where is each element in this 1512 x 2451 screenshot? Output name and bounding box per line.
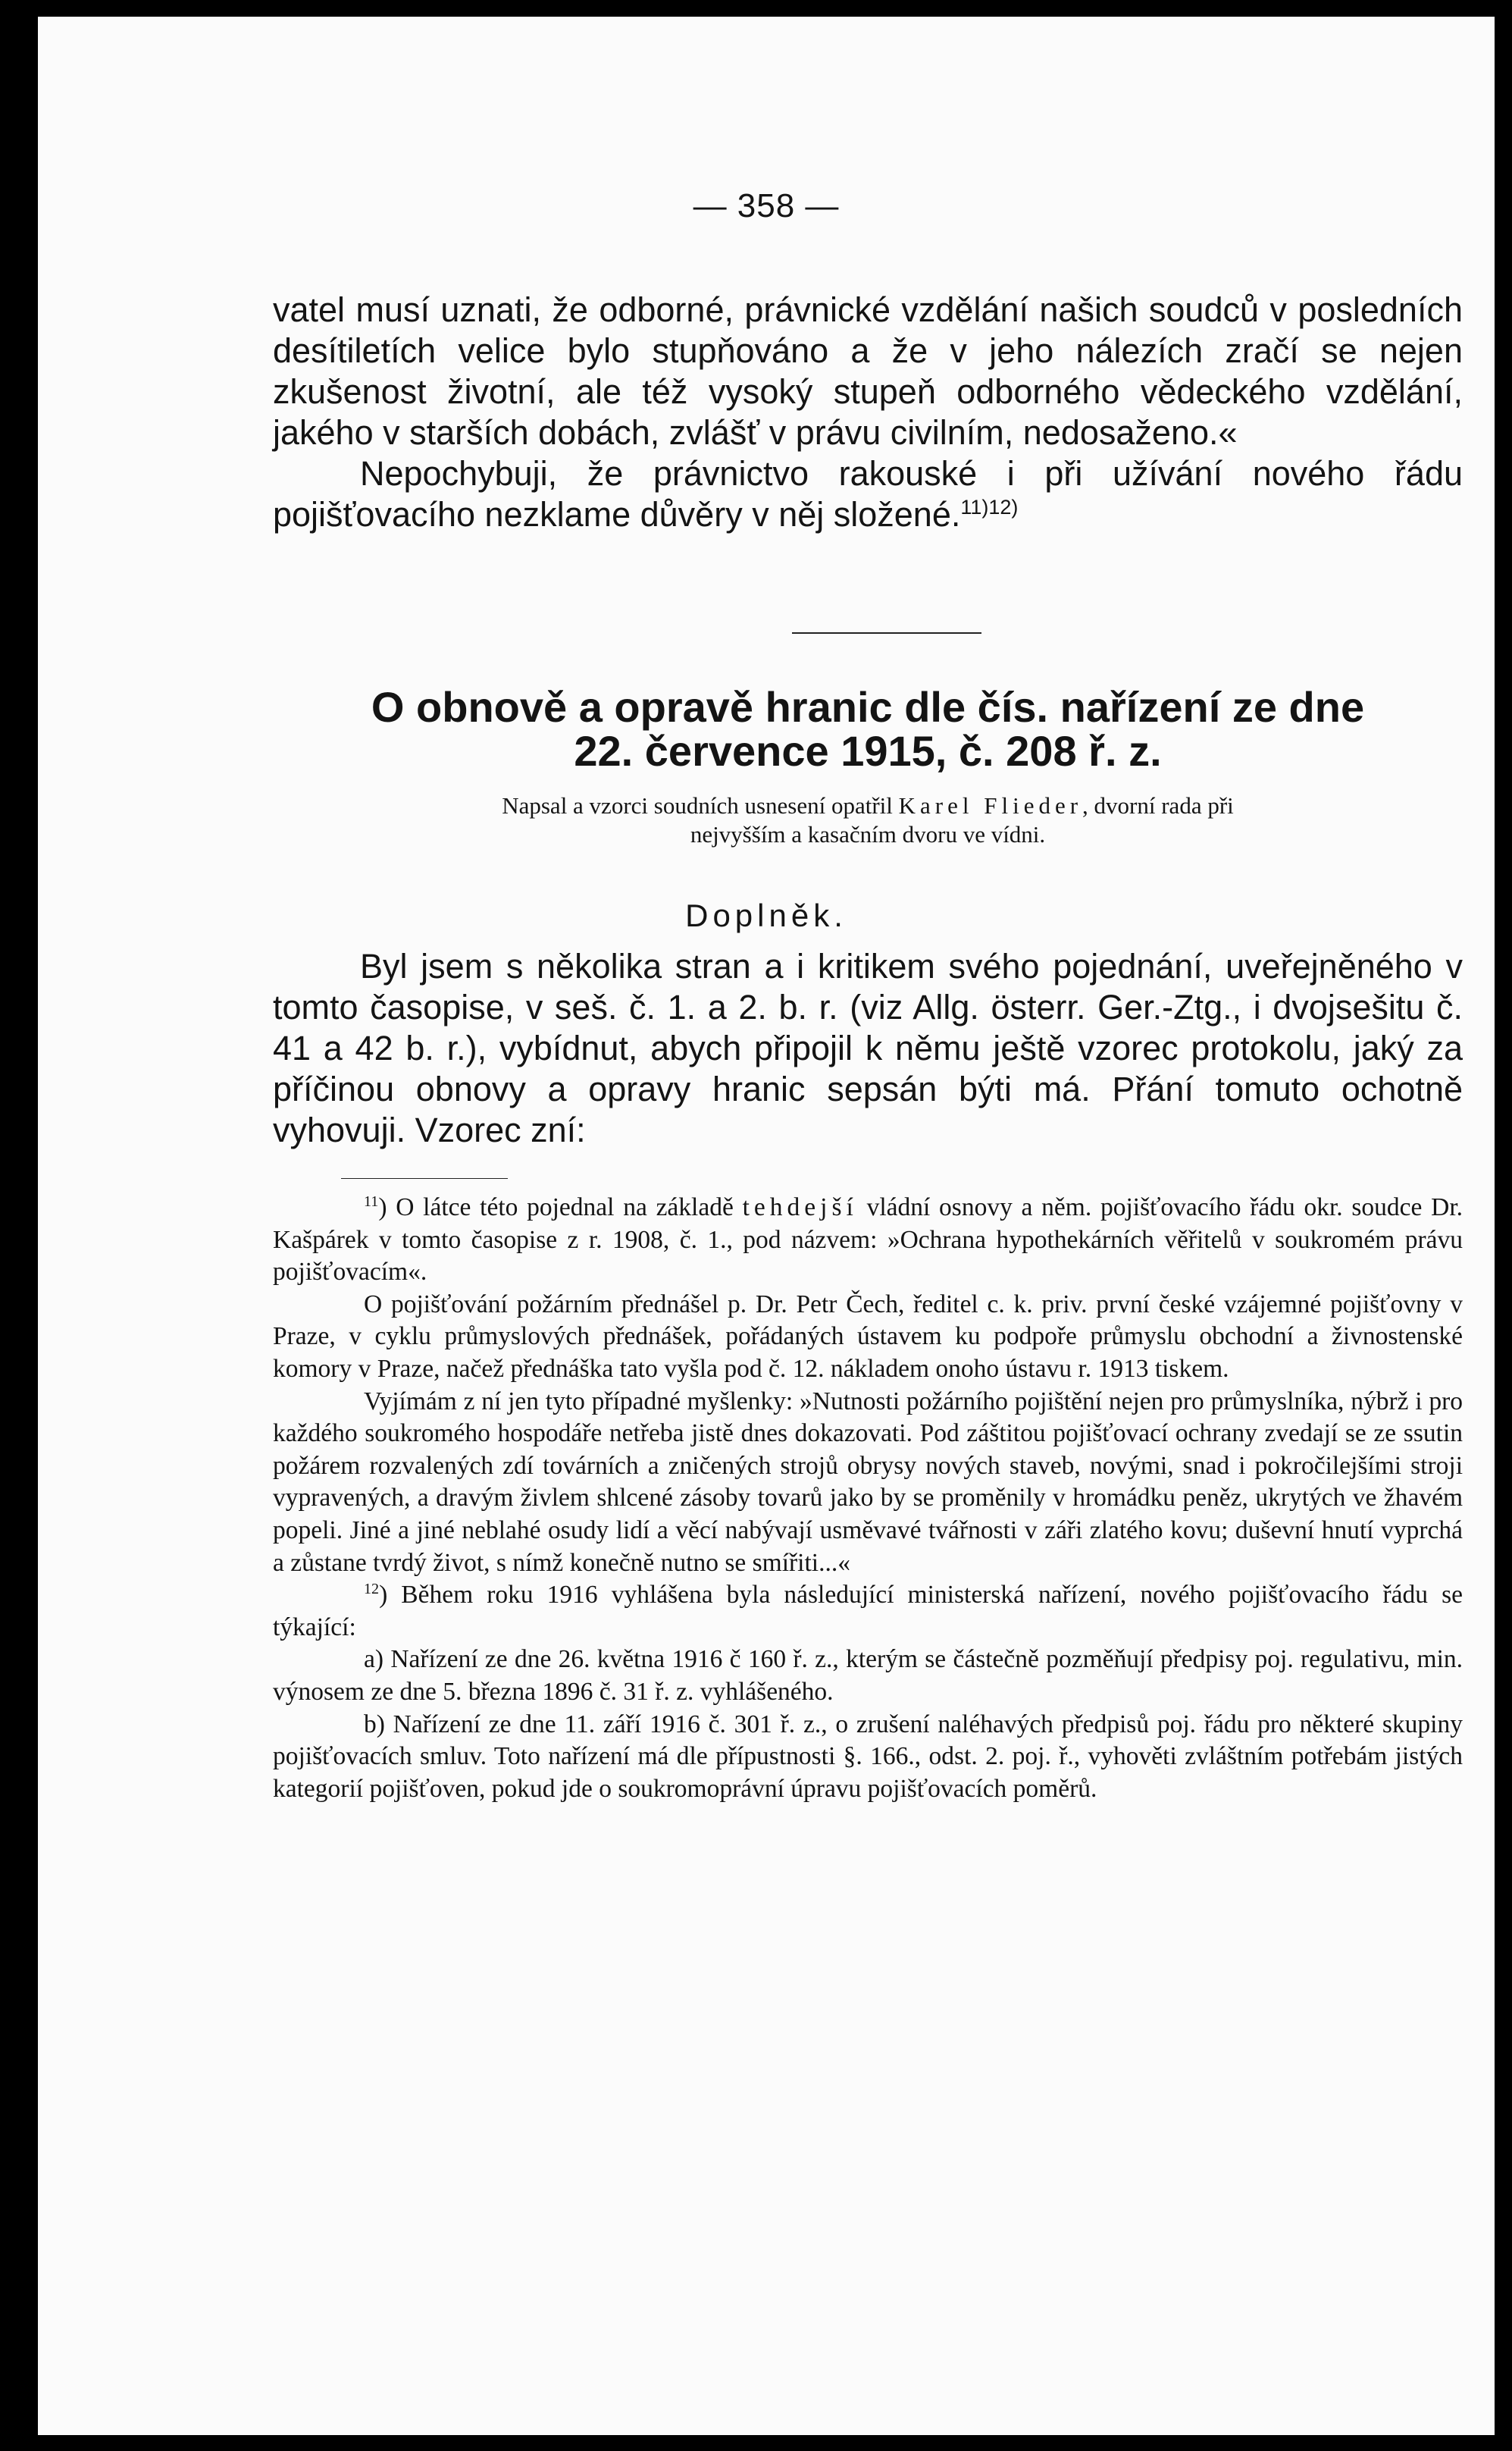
intro-paragraph-1: vatel musí uznati, že odborné, právnické vzdělání našich soudců v posledních desítiletích velice bylo stupňováno a že v jeho nálezích zračí se nejen zkušenost životní, ale též vysoký stupeň odborného vědeckého vzdělání, jakého v starších dobách, zvlášť v právu civilním, nedosaženo.« [273,290,1463,452]
article-title-line-2: 22. července 1915, č. 208 ř. z. [574,727,1162,775]
footnote-11: $^{11}$) O látce této pojednal na základě tehdejší vládní osnovy a něm. pojišťovacího řádu okr. soudce Dr. Kašpárek v tomto časopise z r. 1908, č. 1., pod názvem: »Ochrana hypothekárních věřitelů v soukromém právu pojišťovacím«. [273,1193,1463,1287]
footnote-divider [341,1178,508,1179]
footnote-quote: Vyjímám z ní jen tyto případné myšlenky: »Nutnosti požárního pojištění nejen pro průmyslníka, nýbrž i pro každého soukromého hospodáře netřeba jistě dnes dokazovati. Pod záštitou pojišťovací ochrany zvedají se ze ssutin požárem rozvalených zdí továrních a zničených strojů obrysy nových staveb, novými, snad i pokročilejšími stroji vypravených, a dravým živlem shlcené zásoby tovarů jako by se proměnily v hromádku peněz, ukrytých ve žhavém popeli. Jiné a jiné neblahé osudy lidí a věcí nabývají usměvavé tvářnosti v záři zlatého kovu; duševní hnutí vyprchá a zůstane tvrdý život, s nímž konečně nutno se smířiti...« [273,1387,1463,1577]
footnotes [273,1192,1463,1805]
article-title [265,685,1470,773]
footnote-cech: O pojišťování požárním přednášel p. Dr. Petr Čech, ředitel c. k. priv. první české vzájemné pojišťovny v Praze, v cyklu průmyslových přednášek, pořádaných ústavem ku podpoře průmyslu obchodní a živnostenské komory v Praze, načež přednáška tato vyšla pod č. 12. nákladem onoho ústavu r. 1913 tiskem. [273,1290,1463,1383]
author-name: Karel Flieder [898,792,1083,819]
book-page [38,17,1495,2435]
footnote-refs: 11)12) [960,496,1019,519]
footnote-12-item-b: b) Nařízení ze dne 11. září 1916 č. 301 ř. z., o zrušení naléhavých předpisů poj. řádu pro některé skupiny pojišťovacích smluv. Toto nařízení má dle přípustnosti §. 166., odst. 2. poj. ř., vyhověti zvláštním potřebám jistých kategorií pojišťoven, pokud jde o soukromoprávní úpravu pojišťovacích poměrů. [273,1710,1463,1803]
byline-line-2: nejvyšším a kasačním dvoru ve vídni. [690,821,1046,848]
footnote-12: $^{12}$) Během roku 1916 vyhlášena byla následující ministerská nařízení, nového pojišťovacího řádu se týkající: [273,1580,1463,1641]
footnote-12-item-a: a) Nařízení ze dne 26. května 1916 č 160 ř. z., kterým se částečně pozměňují předpisy poj. regulativu, min. výnosem ze dne 5. března 1896 č. 31 ř. z. vyhlášeného. [273,1645,1463,1706]
article-paragraph: Byl jsem s několika stran a i kritikem svého pojednání, uveřejněného v tomto časopise, v seš. č. 1. a 2. b. r. (viz Allg. österr. Ger.-Ztg., i dvojsešitu č. 41 a 42 b. r.), vybídnut, abych připojil k němu ještě vzorec protokolu, jaký za příčinou obnovy a opravy hranic sepsán býti má. Přání tomuto ochotně vyhovuji. Vzorec zní: [273,947,1463,1149]
article-byline: Napsal a vzorci soudních usnesení opatřil Karel Flieder, dvorní rada při nejvyšším a kasačním dvoru ve vídni. [273,791,1463,849]
section-divider [792,632,981,634]
intro-text [273,290,1463,535]
article-title-line-1: O obnově a opravě hranic dle čís. nařízení ze dne [371,683,1365,731]
section-heading: Doplněk. [685,898,847,933]
article-body [273,946,1463,1151]
intro-paragraph-2: Nepochybuji, že právnictvo rakouské i při užívání nového řádu pojišťovacího nezklame důvěry v něj složené.$^{11)12)}$ [273,454,1463,534]
page-number: — 358 — [693,187,840,224]
